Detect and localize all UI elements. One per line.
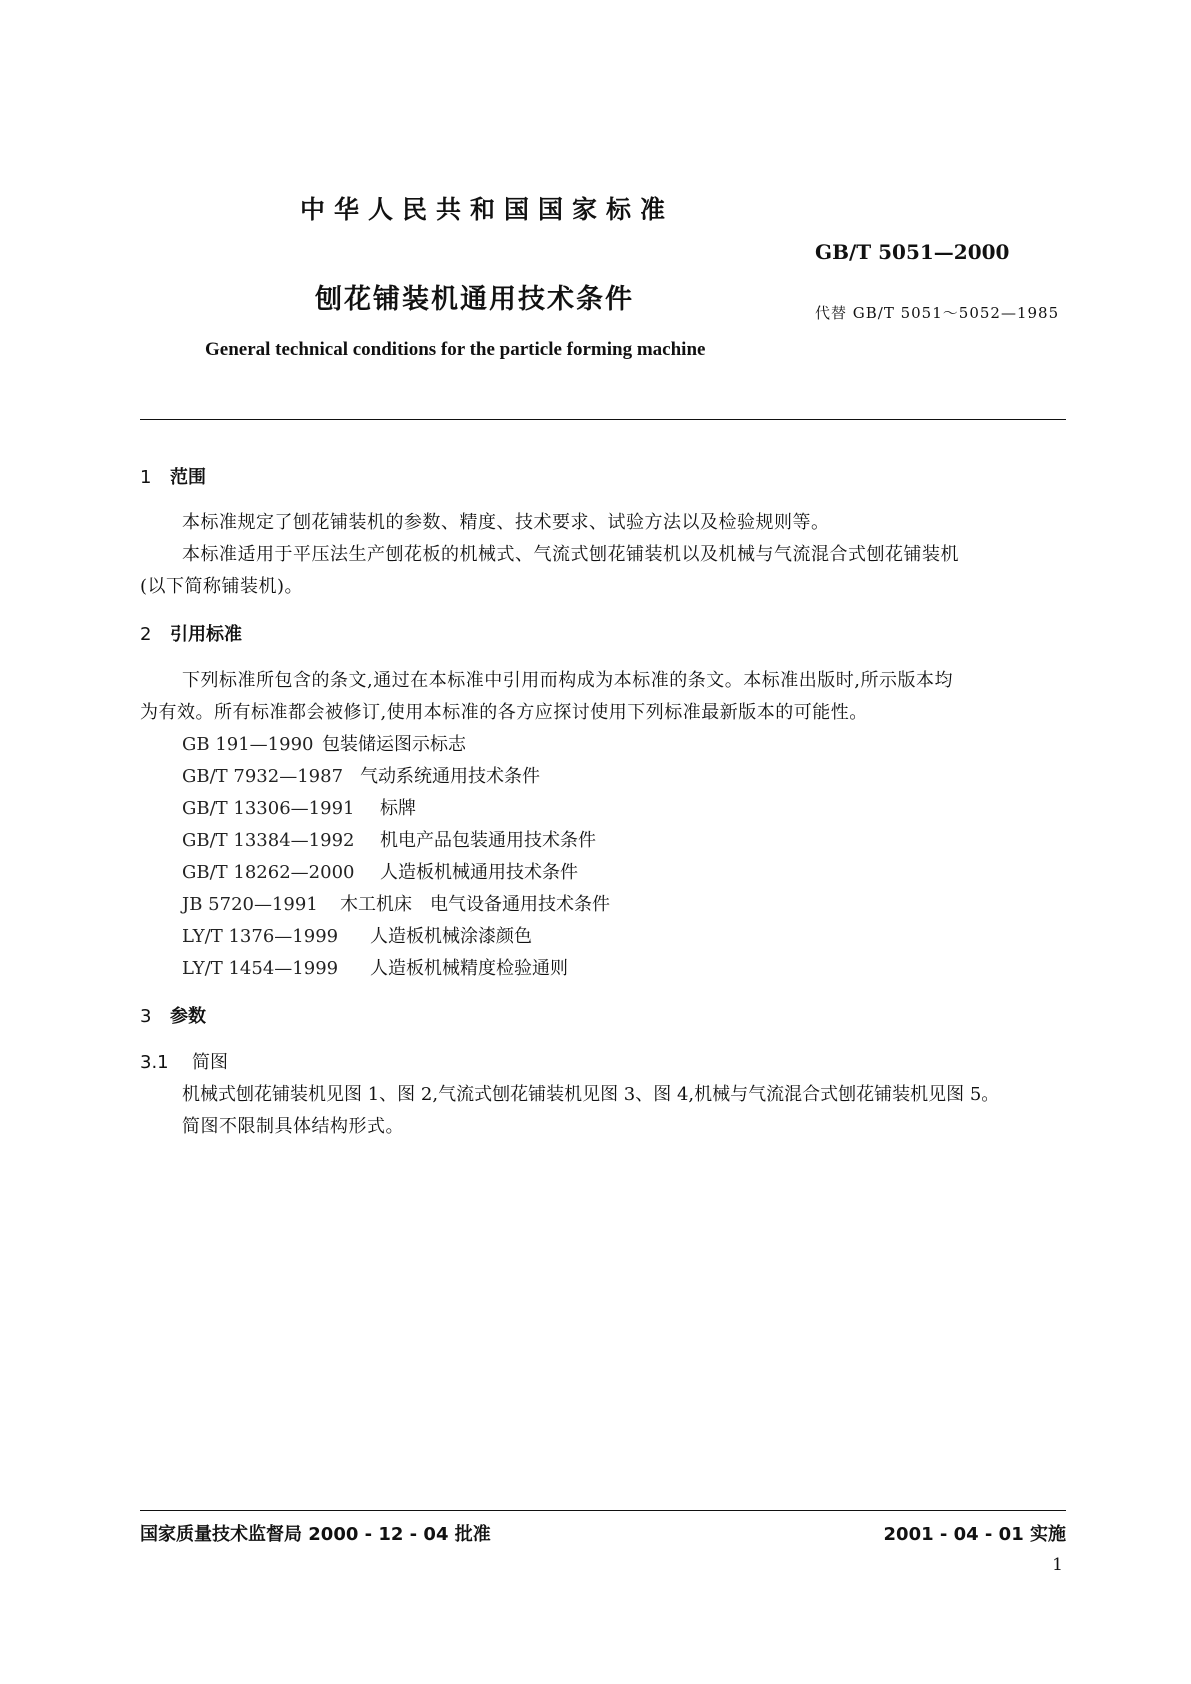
section-3-heading: [140, 1002, 206, 1028]
section-2-title: 引用标准: [170, 624, 242, 645]
reference-code: GB/T 7932—1987: [182, 766, 344, 787]
section-3-number: 3: [140, 1006, 152, 1027]
subsection-3-1-number: 3.1: [140, 1052, 169, 1073]
footer-divider: [140, 1510, 1066, 1511]
national-standard-heading: 中华人民共和国国家标准: [300, 195, 675, 224]
subsection-3-1-title: 简图: [192, 1052, 228, 1073]
section-1-paragraph-1: 本标准规定了刨花铺装机的参数、精度、技术要求、试验方法以及检验规则等。: [182, 512, 830, 533]
header-divider: [140, 419, 1066, 420]
reference-title: 人造板机械精度检验通则: [370, 958, 568, 979]
document-title-en: General technical conditions for the particle forming machine: [205, 339, 706, 360]
section-1-number: 1: [140, 467, 152, 488]
reference-item: [182, 826, 596, 852]
reference-item: [182, 858, 578, 884]
standard-code: GB/T 5051—2000: [815, 240, 1010, 264]
section-1-title: 范围: [170, 467, 206, 488]
section-3-paragraph-1: 机械式刨花铺装机见图 1、图 2,气流式刨花铺装机见图 3、图 4,机械与气流混合式刨花铺装机见图 5。: [182, 1084, 1000, 1105]
reference-title: 气动系统通用技术条件: [360, 766, 540, 787]
reference-code: LY/T 1376—1999: [182, 926, 339, 947]
replaces-note: 代替 GB/T 5051～5052—1985: [815, 304, 1060, 322]
reference-item: [182, 794, 416, 820]
section-2-paragraph-line-1: 下列标准所包含的条文,通过在本标准中引用而构成为本标准的条文。本标准出版时,所示版本均: [182, 670, 953, 691]
page-number: 1: [1052, 1555, 1063, 1575]
section-3-paragraph-2: 简图不限制具体结构形式。: [182, 1116, 404, 1137]
section-2-heading: [140, 620, 242, 646]
document-title-cn: 刨花铺装机通用技术条件: [315, 284, 634, 315]
reference-title: 人造板机械涂漆颜色: [370, 926, 532, 947]
reference-item: [182, 762, 540, 788]
section-3-title: 参数: [170, 1006, 206, 1027]
reference-item: [182, 922, 532, 948]
subsection-3-1-heading: [140, 1048, 228, 1074]
reference-title: 包装储运图示标志: [322, 734, 466, 755]
reference-code: JB 5720—1991: [182, 894, 318, 915]
reference-item: [182, 954, 568, 980]
approval-date: 国家质量技术监督局 2000 - 12 - 04 批准: [140, 1524, 491, 1545]
effective-date: 2001 - 04 - 01 实施: [883, 1524, 1066, 1545]
section-1-paragraph-2-line-1: 本标准适用于平压法生产刨花板的机械式、气流式刨花铺装机以及机械与气流混合式刨花铺装机: [182, 544, 959, 565]
section-2-paragraph-line-2: 为有效。所有标准都会被修订,使用本标准的各方应探讨使用下列标准最新版本的可能性。: [140, 702, 868, 723]
reference-item: [182, 730, 466, 756]
reference-title: 人造板机械通用技术条件: [380, 862, 578, 883]
section-1-heading: [140, 463, 206, 489]
reference-title: 标牌: [380, 798, 416, 819]
reference-code: GB/T 13384—1992: [182, 830, 355, 851]
reference-title: 机电产品包装通用技术条件: [380, 830, 596, 851]
reference-code: GB 191—1990: [182, 734, 314, 755]
reference-code: GB/T 18262—2000: [182, 862, 355, 883]
section-2-number: 2: [140, 624, 152, 645]
reference-item: [182, 890, 610, 916]
reference-code: LY/T 1454—1999: [182, 958, 339, 979]
reference-code: GB/T 13306—1991: [182, 798, 355, 819]
reference-title: 木工机床 电气设备通用技术条件: [340, 894, 610, 915]
section-1-paragraph-2-line-2: (以下简称铺装机)。: [140, 576, 304, 597]
